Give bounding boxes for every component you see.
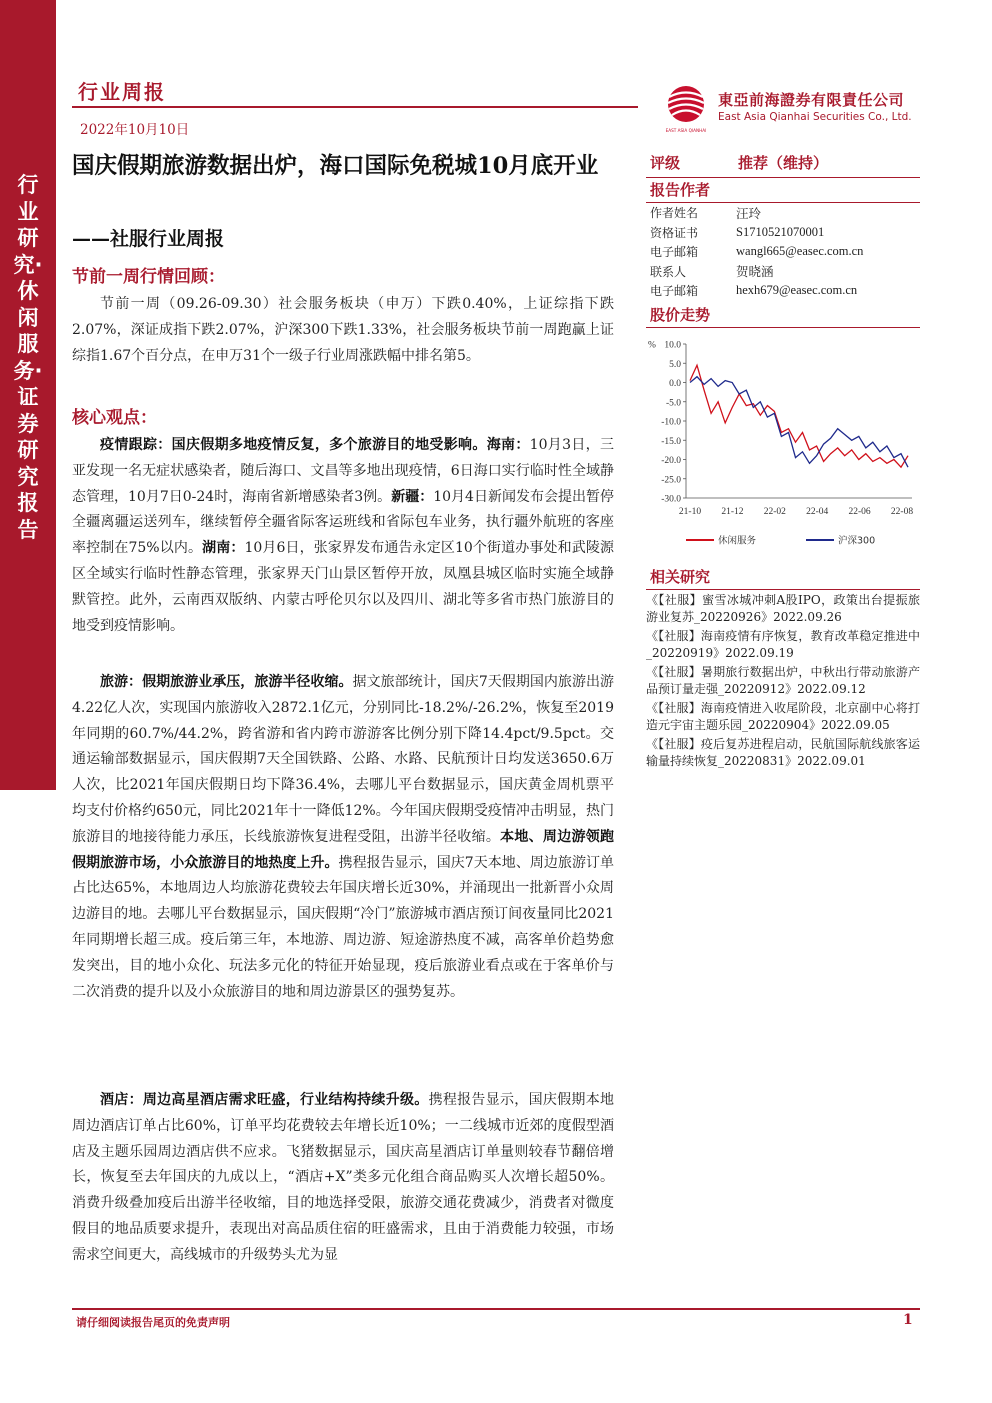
chart-x-tick-label: 22-06 bbox=[848, 507, 871, 517]
epidemic-lead: 疫情跟踪：国庆假期多地疫情反复，多个旅游目的地受影响。海南： bbox=[100, 437, 530, 453]
chart-y-tick-label: -10.0 bbox=[661, 417, 681, 428]
related-research-heading: 相关研究 bbox=[646, 566, 920, 590]
rating-row bbox=[646, 150, 920, 178]
tourism-lead: 旅游：假期旅游业承压，旅游半径收缩。 bbox=[100, 674, 353, 690]
tourism-paragraph bbox=[72, 670, 614, 1005]
page-number: 1 bbox=[903, 1312, 913, 1328]
chart-legend-label: 沪深300 bbox=[838, 535, 876, 547]
report-type-label: 行业周报 bbox=[78, 80, 166, 104]
author-key: 电子邮箱 bbox=[650, 245, 699, 260]
xinjiang-text: 10月4日新闻发布会提出暂停全疆离疆运送列车，继续暂停全疆省际客运班线和省际包车业务，执行疆外航班的客座率控制在75%以内。 bbox=[72, 488, 614, 557]
footer-disclaimer: 请仔细阅读报告尾页的免责声明 bbox=[76, 1316, 230, 1329]
epidemic-hainan-text: 10月3日，三亚发现一名无症状感染者，随后海口、文昌等多地出现疫情，6日海口实行临时性全域静态管理，10月7日0-24时，海南省新增感染者3例。 bbox=[72, 437, 614, 505]
xinjiang-lead: 新疆： bbox=[391, 488, 434, 505]
hotel-lead: 酒店：周边高星酒店需求旺盛，行业结构持续升级。 bbox=[100, 1092, 429, 1108]
chart-y-tick-label: 10.0 bbox=[664, 340, 681, 351]
author-key: 作者姓名 bbox=[650, 206, 699, 221]
author-value: 贺晓涵 bbox=[736, 265, 774, 280]
price-trend-section bbox=[646, 304, 920, 328]
tourism-local-lead: 本地、周边游领跑假期旅游市场，小众旅游目的地热度上升。 bbox=[72, 828, 615, 871]
rating-label: 评级 bbox=[650, 154, 681, 172]
report-title: 国庆假期旅游数据出炉，海口国际免税城10月底开业 bbox=[72, 153, 599, 179]
chart-y-tick-label: 5.0 bbox=[669, 359, 681, 370]
related-research-list bbox=[646, 592, 920, 772]
author-row bbox=[646, 281, 920, 301]
sidebar-band bbox=[0, 0, 56, 790]
related-report-link[interactable]: 《【社服】疫后复苏进程启动，民航国际航线旅客运输量持续恢复_20220831》2022.09.01 bbox=[646, 737, 920, 768]
author-key: 资格证书 bbox=[650, 225, 699, 240]
chart-y-tick-label: -20.0 bbox=[661, 456, 681, 466]
chart-y-tick-label: -30.0 bbox=[661, 494, 681, 505]
tourism-text: 据文旅部统计，国庆7天假期国内旅游出游4.22亿人次，实现国内旅游收入2872.1亿元，分别同比-18.2%/-26.2%，恢复至2019年同期的60.7%/44.2%，跨省游和省内跨市游游客比例分别下降14.4pct/9.5pct。交通运输部数据显示，国庆假期7天全国铁路、公路、水路、民航预计日均发送3650.6万人次，比2021年国庆假期日均下降36.4%，去哪儿平台数据显示，国庆黄金周机票平均支付价格约650元，同比2021年十一降低12%。今年国庆假期受疫情冲击明显，热门旅游目的地接待能力承压，长线旅游恢复进程受阻，出游半径收缩。 bbox=[72, 674, 614, 845]
company-logo-icon bbox=[660, 82, 712, 134]
chart-legend-label: 休闲服务 bbox=[718, 535, 757, 547]
footer-divider bbox=[72, 1308, 920, 1310]
review-paragraph: 节前一周（09.26-09.30）社会服务板块（申万）下跌0.40%，上证综指下跌2.07%，深证成指下跌2.07%，沪深300下跌1.33%，社会服务板块节前一周跑赢上证综指1.67个百分点，在申万31个一级子行业周涨跌幅中排名第5。 bbox=[72, 296, 614, 364]
chart-x-tick-label: 21-10 bbox=[678, 507, 702, 517]
author-row bbox=[646, 262, 920, 282]
hunan-lead: 湖南： bbox=[202, 540, 245, 557]
author-row bbox=[646, 203, 920, 223]
header-divider bbox=[72, 106, 638, 108]
author-email[interactable]: hexh679@easec.com.cn bbox=[736, 283, 858, 298]
related-report-link[interactable]: 《【社服】蜜雪冰城冲刺A股IPO，政策出台提振旅游业复苏_20220926》2022.09.26 bbox=[646, 593, 920, 624]
chart-x-tick-label: 21-12 bbox=[721, 507, 744, 517]
related-report-link[interactable]: 《【社服】海南疫情进入收尾阶段，北京副中心将打造元宇宙主题乐园_20220904》2022.09.05 bbox=[646, 701, 920, 732]
epidemic-paragraph bbox=[72, 433, 614, 639]
chart-x-tick-label: 22-04 bbox=[806, 507, 829, 517]
author-value: S1710521070001 bbox=[736, 224, 825, 239]
price-trend-chart bbox=[646, 334, 920, 554]
related-report-link[interactable]: 《【社服】海南疫情有序恢复，教育改革稳定推进中_20220919》2022.09.19 bbox=[646, 629, 920, 660]
related-research-section bbox=[646, 566, 920, 590]
chart-series-line-1 bbox=[690, 377, 908, 468]
chart-series-line-0 bbox=[690, 365, 908, 467]
tourism-local-text: 携程报告显示，国庆7天本地、周边旅游订单占比达65%，本地周边人均旅游花费较去年国庆增长近30%，并涌现出一批新晋小众周边游目的地。去哪儿平台数据显示，国庆假期“冷门”旅游城市酒店预订间夜量同比2021年同期增长超三成。疫后第三年，本地游、周边游、短途游热度不减，高客单价趋势愈发突出，目的地小众化、玩法多元化的特征开始显现，疫后旅游业看点或在于客单价与二次消费的提升以及小众旅游目的地和周边游景区的强势复苏。 bbox=[72, 854, 614, 1000]
hunan-text: 10月6日，张家界发布通告永定区10个街道办事处和武陵源区全域实行临时性静态管理，张家界天门山景区暂停开放，凤凰县城区临时实施全域静默管控。此外，云南西双版纳、内蒙古呼伦贝尔以及四川、湖北等多省市热门旅游目的地受到疫情影响。 bbox=[72, 540, 615, 634]
price-trend-heading: 股价走势 bbox=[646, 304, 920, 328]
author-email[interactable]: wangl665@easec.com.cn bbox=[736, 244, 864, 259]
company-name-cn: 東亞前海證券有限責任公司 bbox=[718, 91, 905, 109]
author-heading: 报告作者 bbox=[646, 179, 920, 203]
rating-value: 推荐（维持） bbox=[738, 154, 829, 172]
author-row bbox=[646, 223, 920, 243]
chart-y-tick-label: -15.0 bbox=[661, 436, 681, 447]
review-heading: 节前一周行情回顾： bbox=[72, 267, 225, 287]
author-section bbox=[646, 179, 920, 203]
author-key: 联系人 bbox=[650, 264, 687, 279]
chart-y-tick-label: -5.0 bbox=[665, 398, 681, 409]
report-date: 2022年10月10日 bbox=[80, 122, 190, 138]
chart-y-unit-label: % bbox=[648, 340, 656, 351]
chart-y-tick-label: 0.0 bbox=[669, 379, 681, 389]
author-key: 电子邮箱 bbox=[650, 284, 699, 299]
chart-x-tick-label: 22-02 bbox=[763, 507, 786, 517]
chart-x-tick-label: 22-08 bbox=[890, 507, 914, 517]
company-name-en: East Asia Qianhai Securities Co., Ltd. bbox=[718, 111, 912, 123]
author-row bbox=[646, 242, 920, 262]
report-subtitle: ——社服行业周报 bbox=[72, 228, 225, 250]
hotel-paragraph bbox=[72, 1088, 614, 1269]
author-table bbox=[646, 203, 920, 301]
core-views-heading: 核心观点： bbox=[72, 408, 157, 428]
logo-caption: EAST ASIA QIANHAI bbox=[665, 128, 707, 133]
hotel-text: 携程报告显示，国庆假期本地周边酒店订单占比60%，订单平均花费较去年增长近10%；一二线城市近郊的度假型酒店及主题乐园周边酒店供不应求。飞猪数据显示，国庆高星酒店订单量则较春节翻倍增长，恢复至去年国庆的九成以上，“酒店+X”类多元化组合商品购买人次增长超50%。消费升级叠加疫后出游半径收缩，目的地选择受限，旅游交通花费减少，消费者对微度假目的地品质要求提升，表现出对高品质住宿的旺盛需求，且由于消费能力较强，市场需求空间更大，高线城市的升级势头尤为显 bbox=[72, 1092, 615, 1263]
related-report-link[interactable]: 《【社服】暑期旅行数据出炉，中秋出行带动旅游产品预订量走强_20220912》2022.09.12 bbox=[646, 665, 920, 696]
chart-y-tick-label: -25.0 bbox=[661, 475, 681, 486]
sidebar-vertical-text: 行业研究·休闲服务·证券研究报告 bbox=[13, 173, 43, 542]
author-value: 汪玲 bbox=[736, 206, 762, 221]
